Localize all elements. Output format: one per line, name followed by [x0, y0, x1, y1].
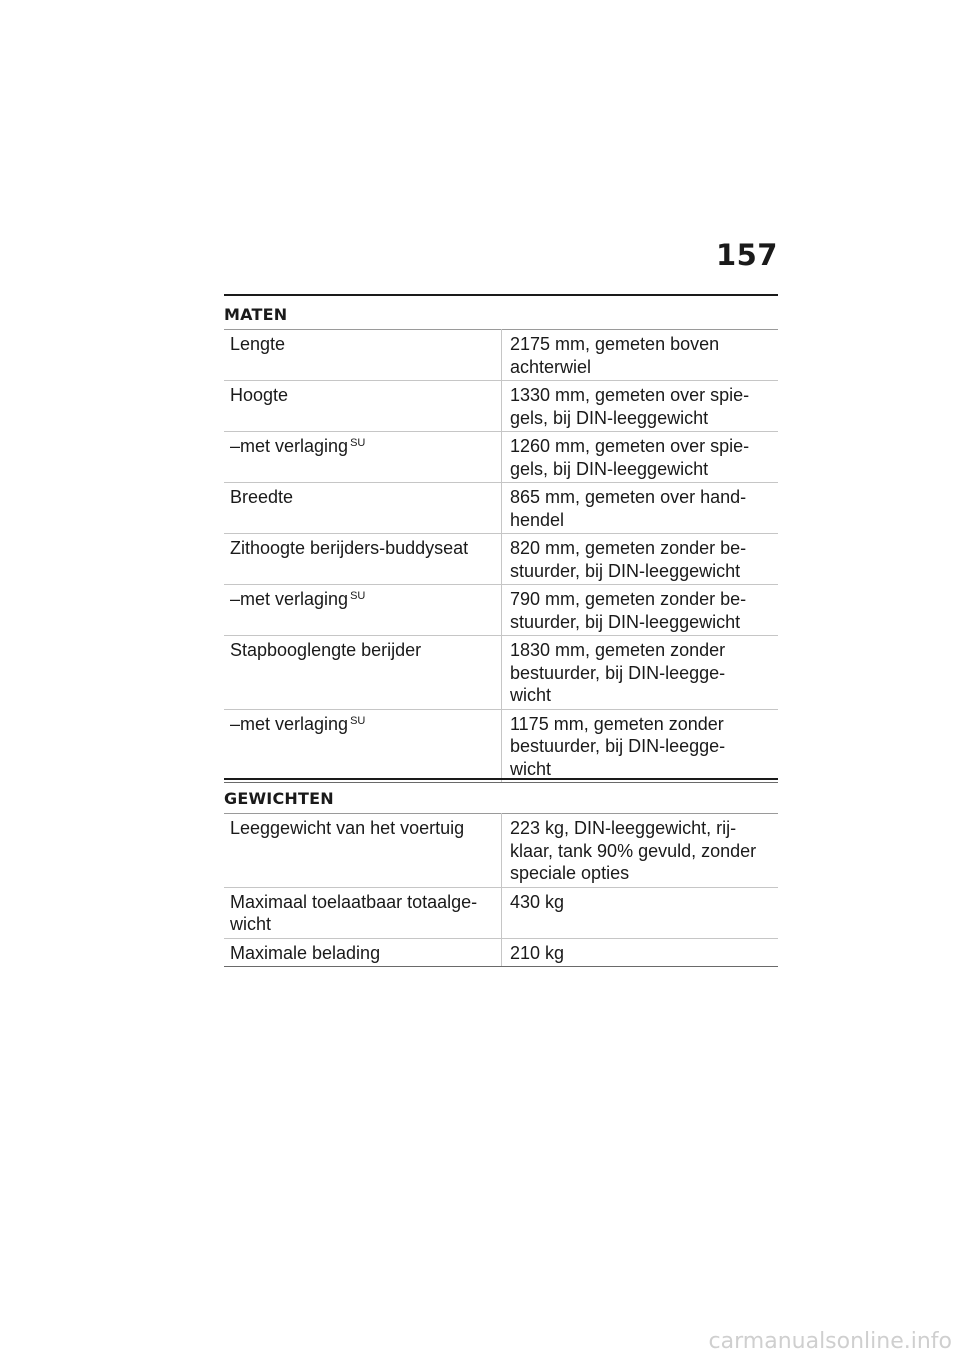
maten-table	[224, 329, 778, 783]
section-gewichten	[224, 778, 778, 967]
superscript: SU	[350, 714, 366, 727]
row-value: 1175 mm, gemeten zonder bestuurder, bij DIN-leegge- wicht	[502, 709, 779, 783]
row-value: 430 kg	[502, 887, 779, 938]
row-label: –met verlaging $^{SU}$	[224, 709, 502, 783]
table-row	[224, 534, 778, 585]
row-label: Stapbooglengte berijder	[224, 636, 502, 710]
row-label: Lengte	[224, 330, 502, 381]
table-row	[224, 330, 778, 381]
row-value: 2175 mm, gemeten boven achterwiel	[502, 330, 779, 381]
page-number: 157	[715, 238, 778, 272]
table-row	[224, 636, 778, 710]
row-label: Breedte	[224, 483, 502, 534]
table-row	[224, 938, 778, 967]
row-value: 820 mm, gemeten zonder be- stuurder, bij DIN-leeggewicht	[502, 534, 779, 585]
section-title-gewichten: GEWICHTEN	[224, 778, 778, 813]
table-row	[224, 814, 778, 888]
section-maten	[224, 294, 778, 783]
row-value: 865 mm, gemeten over hand- hendel	[502, 483, 779, 534]
table-row	[224, 483, 778, 534]
row-label: Zithoogte berijders-buddyseat	[224, 534, 502, 585]
row-label: Maximaal toelaatbaar totaalge- wicht	[224, 887, 502, 938]
section-title-maten: MATEN	[224, 294, 778, 329]
watermark: carmanualsonline.info	[708, 1329, 952, 1354]
row-label: Hoogte	[224, 381, 502, 432]
row-label: Maximale belading	[224, 938, 502, 967]
row-value: 223 kg, DIN-leeggewicht, rij- klaar, tank 90% gevuld, zonder speciale opties	[502, 814, 779, 888]
gewichten-table	[224, 813, 778, 967]
table-row	[224, 432, 778, 483]
row-value: 1830 mm, gemeten zonder bestuurder, bij DIN-leegge- wicht	[502, 636, 779, 710]
table-row	[224, 585, 778, 636]
superscript: SU	[350, 437, 366, 449]
row-label: –met verlaging $^{SU}$	[224, 585, 502, 636]
row-value: 1330 mm, gemeten over spie- gels, bij DIN-leeggewicht	[502, 381, 779, 432]
superscript: SU	[350, 590, 366, 602]
row-label: Leeggewicht van het voertuig	[224, 814, 502, 888]
row-value: 210 kg	[502, 938, 779, 967]
table-row	[224, 381, 778, 432]
row-value: 790 mm, gemeten zonder be- stuurder, bij DIN-leeggewicht	[502, 585, 779, 636]
table-row	[224, 709, 778, 783]
table-row	[224, 887, 778, 938]
row-label: –met verlaging $^{SU}$	[224, 432, 502, 483]
row-value: 1260 mm, gemeten over spie- gels, bij DIN-leeggewicht	[502, 432, 779, 483]
